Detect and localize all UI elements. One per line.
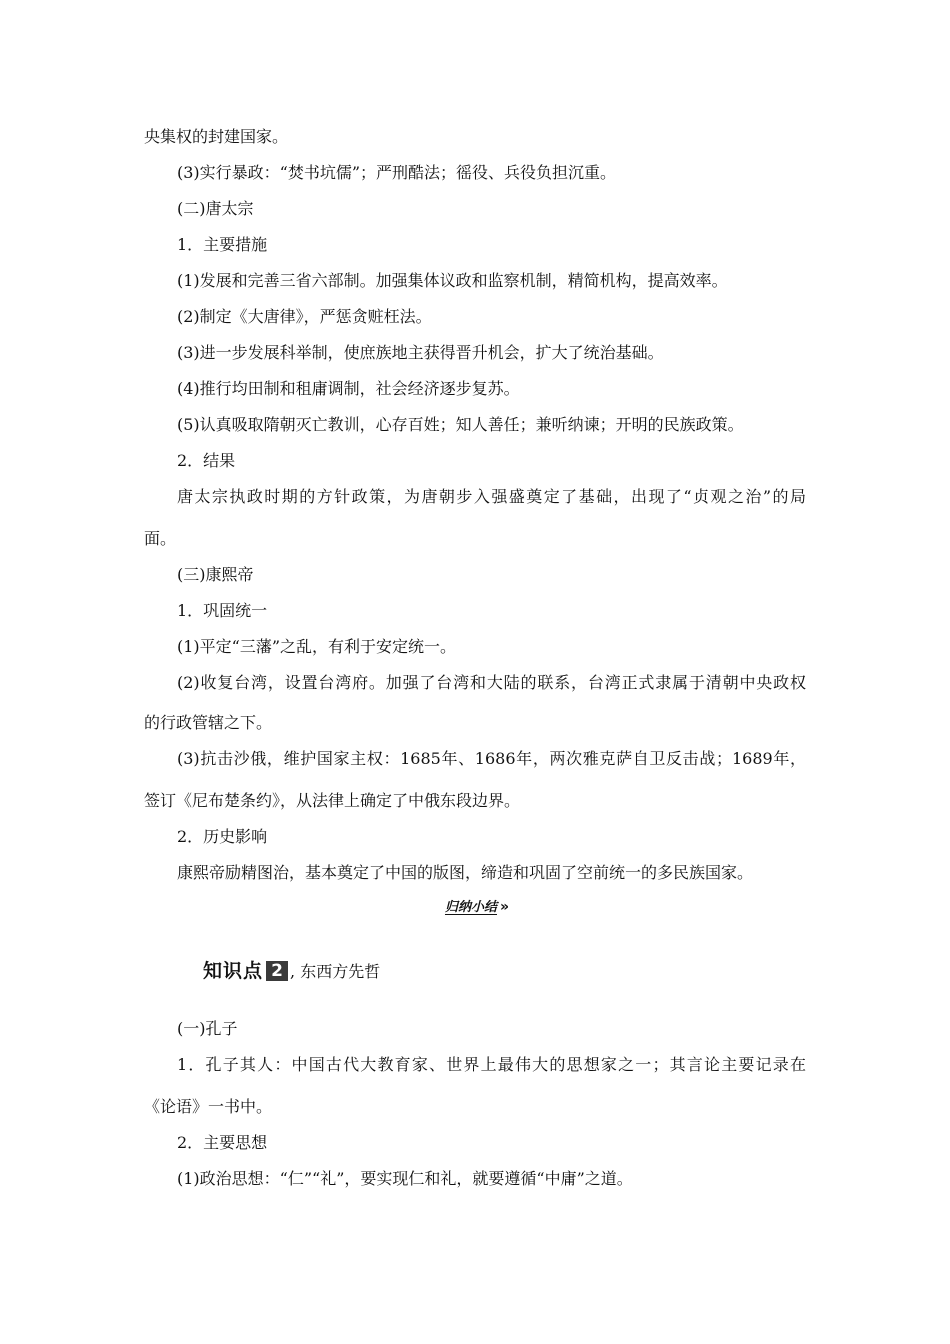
paragraph-line: 央集权的封建国家。 — [144, 127, 289, 146]
subsection-heading: 1．巩固统一 — [177, 601, 268, 620]
knowledge-point-number-badge: 2 — [266, 961, 288, 981]
paragraph-line: (3)抗击沙俄，维护国家主权：1685年、1686年，两次雅克萨自卫反击战；1689年， — [177, 749, 806, 768]
subsection-heading: 1．主要措施 — [177, 235, 268, 254]
paragraph-line: (3)实行暴政：“焚书坑儒”；严刑酷法；徭役、兵役负担沉重。 — [177, 163, 617, 182]
summary-label: 归纳小结 — [444, 900, 497, 915]
paragraph-line: (1)发展和完善三省六部制。加强集体议政和监察机制，精简机构，提高效率。 — [177, 271, 728, 290]
knowledge-point-heading — [203, 957, 380, 983]
section-heading: (一)孔子 — [177, 1019, 238, 1038]
knowledge-point-label: 知识点 — [203, 960, 264, 982]
paragraph-line: 面。 — [144, 529, 177, 548]
section-heading: (三)康熙帝 — [177, 565, 254, 584]
paragraph-line: 1．孔子其人：中国古代大教育家、世界上最伟大的思想家之一；其言论主要记录在 — [177, 1055, 806, 1074]
paragraph-line: (4)推行均田制和租庸调制，社会经济逐步复苏。 — [177, 379, 520, 398]
paragraph-line: (1)平定“三藩”之乱，有利于安定统一。 — [177, 637, 457, 656]
section-heading: (二)唐太宗 — [177, 199, 254, 218]
subsection-heading: 2．主要思想 — [177, 1133, 268, 1152]
paragraph-line: 康熙帝励精图治，基本奠定了中国的版图，缔造和巩固了空前统一的多民族国家。 — [177, 863, 754, 882]
paragraph-line: (3)进一步发展科举制，使庶族地主获得晋升机会，扩大了统治基础。 — [177, 343, 664, 362]
double-chevron-icon: » — [499, 899, 506, 915]
subsection-heading: 2．历史影响 — [177, 827, 268, 846]
paragraph-line: 《论语》一书中。 — [144, 1097, 273, 1116]
subsection-heading: 2．结果 — [177, 451, 236, 470]
paragraph-line: (2)收复台湾，设置台湾府。加强了台湾和大陆的联系，台湾正式隶属于清朝中央政权 — [177, 673, 806, 692]
paragraph-line: (5)认真吸取隋朝灭亡教训，心存百姓；知人善任；兼听纳谏；开明的民族政策。 — [177, 415, 744, 434]
paragraph-line: 唐太宗执政时期的方针政策，为唐朝步入强盛奠定了基础，出现了“贞观之治”的局 — [177, 487, 806, 506]
summary-heading — [0, 897, 950, 918]
paragraph-line: 的行政管辖之下。 — [144, 713, 273, 732]
paragraph-line: (1)政治思想：“仁”“礼”，要实现仁和礼，就要遵循“中庸”之道。 — [177, 1169, 633, 1188]
paragraph-line: (2)制定《大唐律》，严惩贪赃枉法。 — [177, 307, 432, 326]
paragraph-line: 签订《尼布楚条约》，从法律上确定了中俄东段边界。 — [144, 791, 521, 810]
knowledge-point-title: , 东西方先哲 — [290, 962, 381, 981]
